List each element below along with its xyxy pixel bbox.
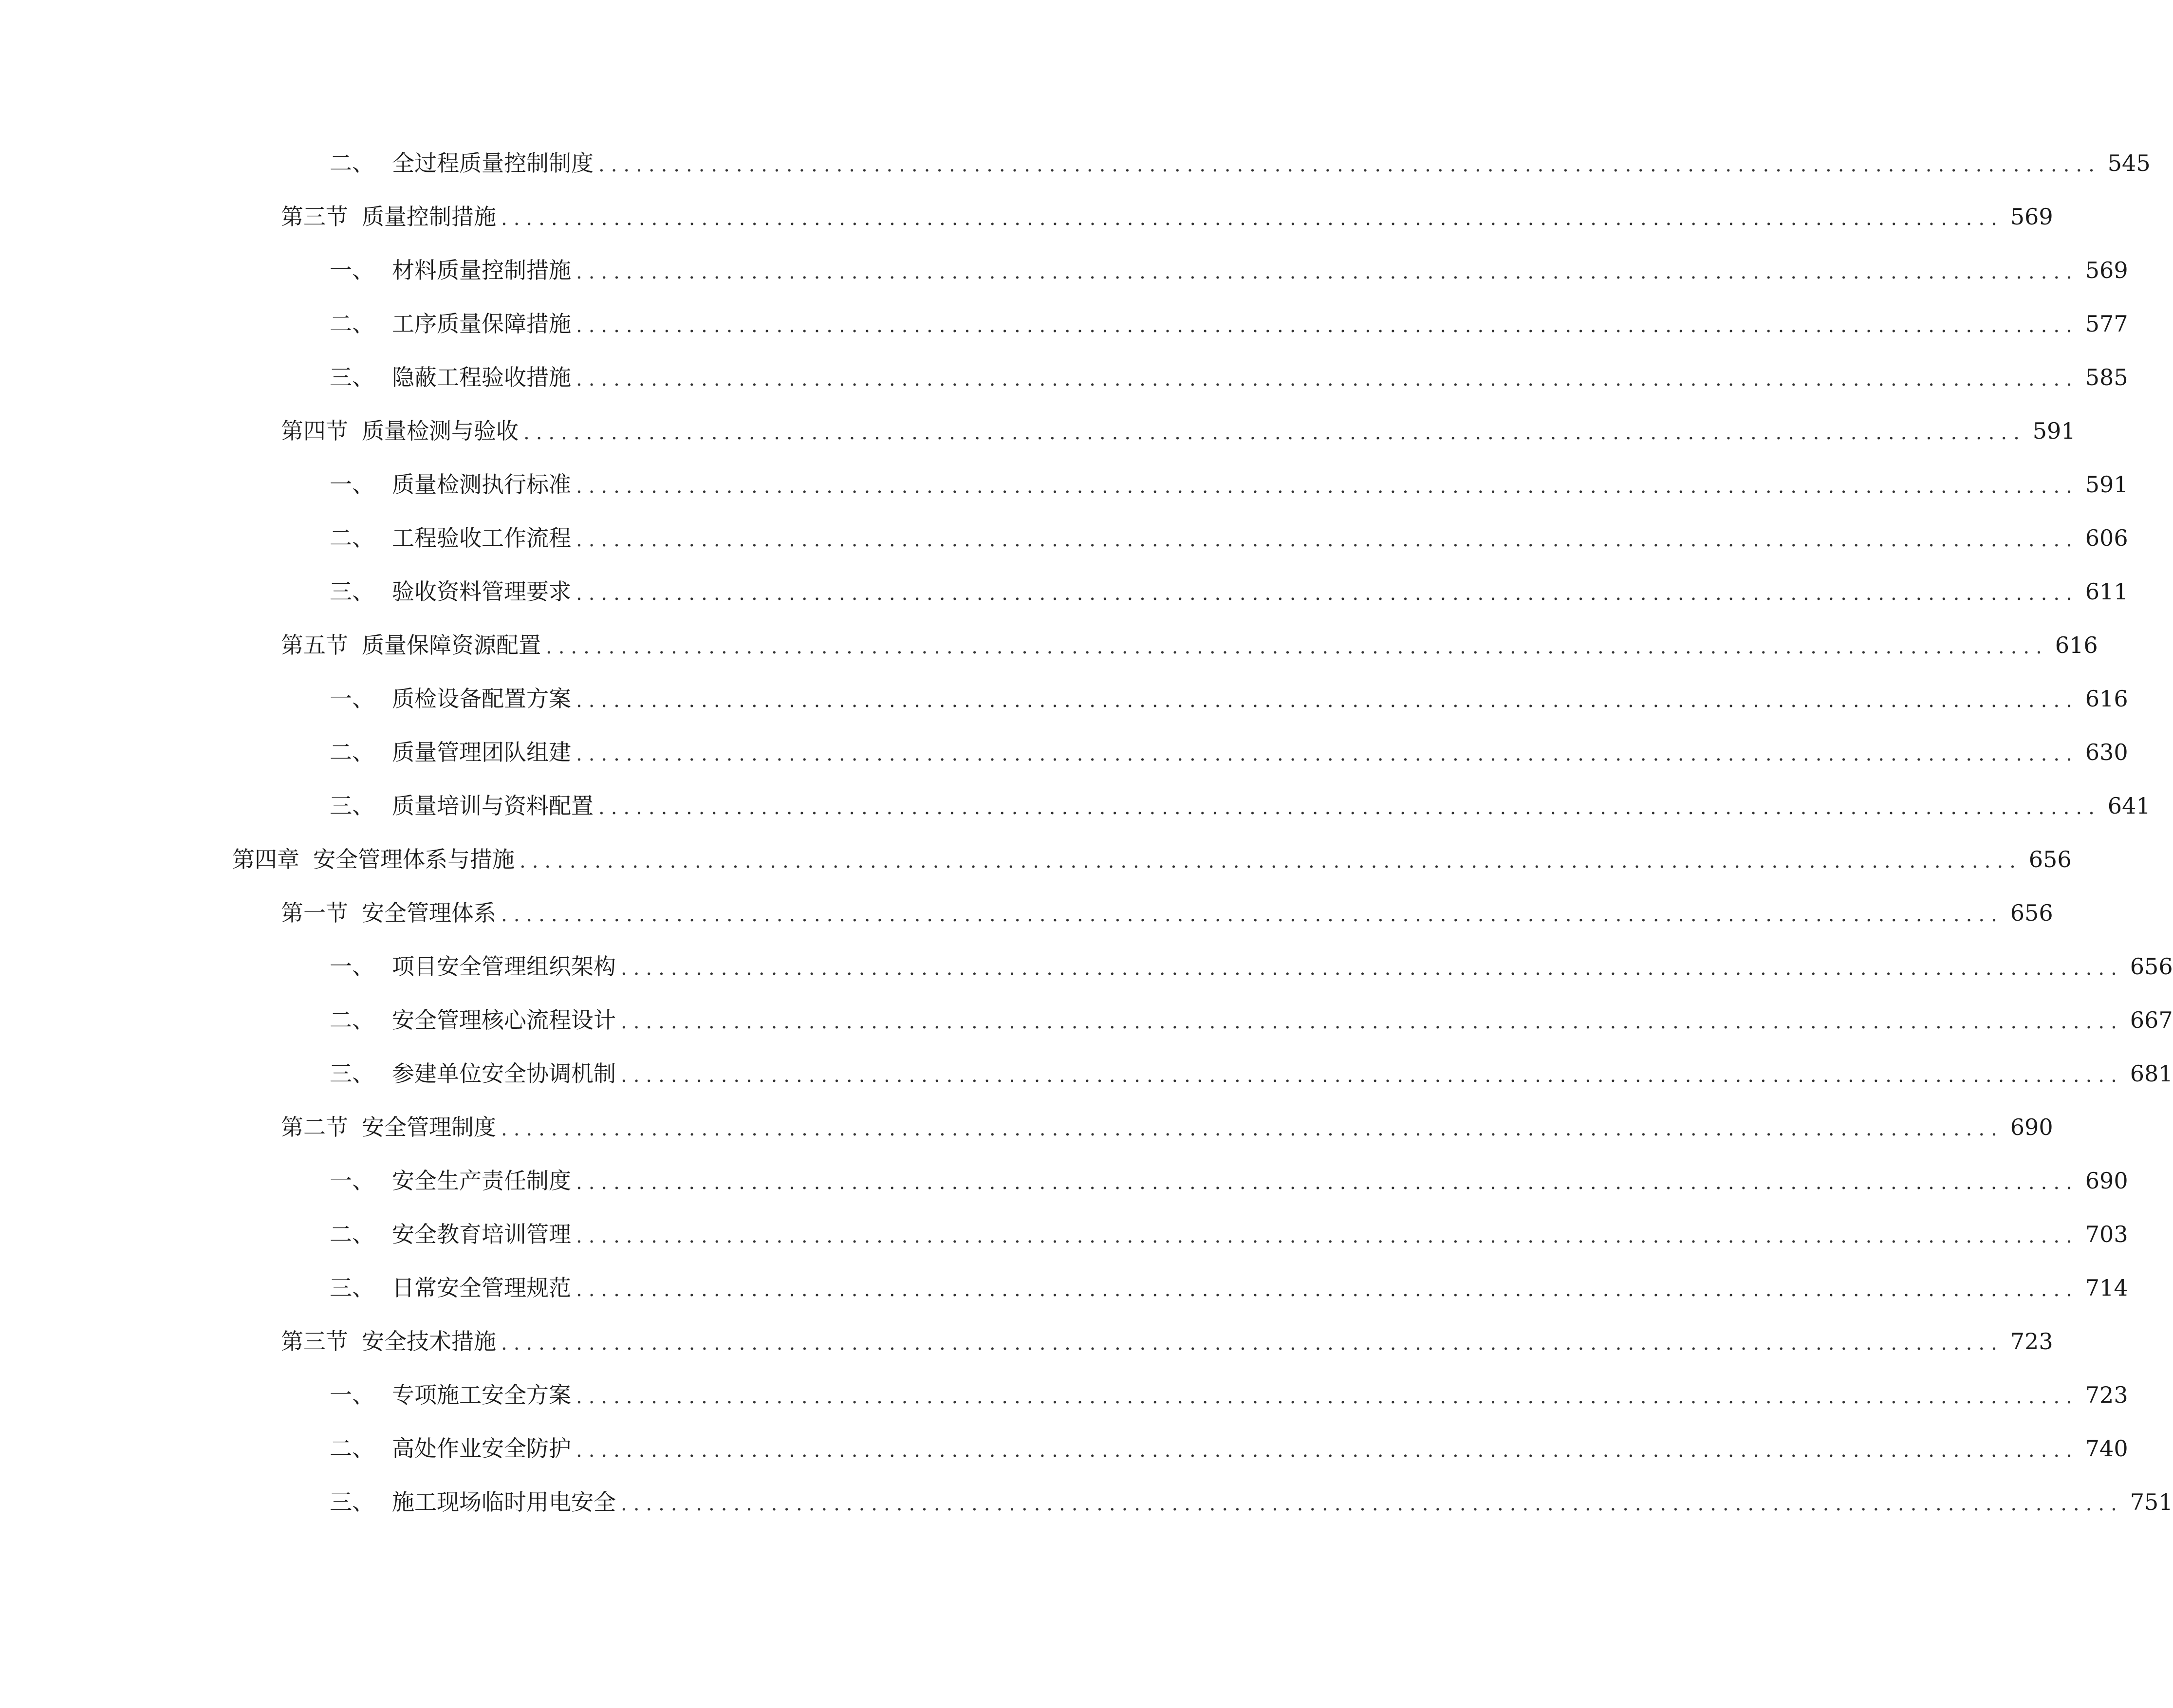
toc-entry-title: 质量检测与验收	[362, 418, 519, 444]
toc-dot-leader: ........................................................................................................................	[501, 1118, 2004, 1140]
toc-entry-page: 703	[2085, 1221, 2128, 1247]
toc-entry-number: 一、	[330, 1168, 374, 1194]
toc-entry[interactable]	[0, 840, 2072, 879]
toc-entry[interactable]	[0, 358, 2128, 397]
toc-entry-page: 577	[2085, 311, 2128, 337]
toc-entry-title: 全过程质量控制制度	[392, 150, 594, 176]
toc-entry-page: 569	[2010, 204, 2053, 230]
toc-entry-page: 545	[2107, 150, 2151, 176]
toc-entry[interactable]	[0, 197, 2053, 236]
toc-dot-leader: ........................................................................................................................	[621, 1011, 2123, 1033]
toc-dot-leader: ........................................................................................................................	[621, 1064, 2123, 1087]
toc-entry-title: 安全技术措施	[362, 1328, 496, 1355]
toc-entry[interactable]	[0, 1161, 2128, 1200]
toc-entry-title: 质检设备配置方案	[392, 686, 571, 712]
toc-entry-page: 723	[2010, 1328, 2053, 1355]
toc-entry-title: 质量检测执行标准	[392, 471, 571, 498]
toc-entry[interactable]	[0, 465, 2128, 504]
toc-dot-leader: ........................................................................................................................	[576, 1386, 2079, 1408]
toc-entry-title: 施工现场临时用电安全	[392, 1489, 616, 1515]
toc-entry-page: 667	[2130, 1007, 2173, 1033]
toc-entry[interactable]	[0, 626, 2098, 665]
toc-entry-title: 安全管理核心流程设计	[392, 1007, 616, 1033]
toc-entry-number: 三、	[330, 1489, 374, 1515]
toc-entry-number: 第四章	[232, 846, 299, 873]
toc-dot-leader: ........................................................................................................................	[576, 582, 2079, 605]
toc-entry-title: 安全生产责任制度	[392, 1168, 571, 1194]
toc-entry[interactable]	[0, 144, 2151, 183]
toc-entry-title: 质量保障资源配置	[362, 632, 541, 658]
toc-entry-number: 第二节	[281, 1114, 348, 1140]
toc-entry-title: 安全管理制度	[362, 1114, 496, 1140]
toc-entry-page: 690	[2085, 1168, 2128, 1194]
toc-dot-leader: ........................................................................................................................	[576, 1439, 2079, 1462]
toc-entry-page: 656	[2130, 953, 2173, 980]
toc-entry-number: 一、	[330, 257, 374, 283]
toc-entry[interactable]	[0, 251, 2128, 290]
toc-dot-leader: ........................................................................................................................	[621, 1493, 2123, 1515]
toc-entry[interactable]	[0, 304, 2128, 343]
toc-dot-leader: ........................................................................................................................	[576, 1225, 2079, 1247]
toc-entry-number: 一、	[330, 1382, 374, 1408]
toc-dot-leader: ........................................................................................................................	[523, 422, 2026, 444]
toc-entry-number: 第四节	[281, 418, 348, 444]
toc-entry-title: 安全管理体系与措施	[313, 846, 515, 873]
toc-dot-leader: ........................................................................................................................	[576, 1171, 2079, 1194]
toc-dot-leader: ........................................................................................................................	[576, 529, 2079, 551]
toc-entry-number: 一、	[330, 686, 374, 712]
toc-entry-number: 二、	[330, 1221, 374, 1247]
toc-dot-leader: ........................................................................................................................	[576, 475, 2079, 498]
toc-entry-number: 二、	[330, 525, 374, 551]
toc-entry-page: 585	[2085, 364, 2128, 390]
toc-entry-page: 690	[2010, 1114, 2053, 1140]
toc-entry-page: 630	[2085, 739, 2128, 765]
toc-entry-title: 日常安全管理规范	[392, 1275, 571, 1301]
toc-entry-page: 714	[2085, 1275, 2128, 1301]
toc-dot-leader: ........................................................................................................................	[598, 797, 2101, 819]
toc-entry[interactable]	[0, 1483, 2173, 1522]
toc-entry-number: 第三节	[281, 204, 348, 230]
toc-dot-leader: ........................................................................................................................	[576, 368, 2079, 390]
toc-entry-title: 隐蔽工程验收措施	[392, 364, 571, 390]
toc-entry-number: 二、	[330, 1007, 374, 1033]
toc-entry-page: 740	[2085, 1435, 2128, 1462]
toc-entry[interactable]	[0, 786, 2151, 825]
toc-dot-leader: ........................................................................................................................	[576, 261, 2079, 283]
toc-entry-number: 三、	[330, 1275, 374, 1301]
toc-entry-title: 参建单位安全协调机制	[392, 1060, 616, 1087]
toc-entry[interactable]	[0, 1375, 2128, 1414]
toc-dot-leader: ........................................................................................................................	[501, 1332, 2004, 1355]
toc-entry[interactable]	[0, 1268, 2128, 1307]
toc-entry-title: 专项施工安全方案	[392, 1382, 571, 1408]
toc-dot-leader: ........................................................................................................................	[501, 904, 2004, 926]
toc-dot-leader: ........................................................................................................................	[621, 957, 2123, 980]
toc-dot-leader: ........................................................................................................................	[576, 689, 2079, 712]
toc-entry[interactable]	[0, 1108, 2053, 1147]
toc-entry-page: 616	[2085, 686, 2128, 712]
toc-entry-page: 723	[2085, 1382, 2128, 1408]
toc-entry-title: 安全管理体系	[362, 900, 496, 926]
toc-entry-number: 第三节	[281, 1328, 348, 1355]
toc-entry-title: 验收资料管理要求	[392, 578, 571, 605]
toc-entry-page: 751	[2130, 1489, 2173, 1515]
toc-entry-page: 656	[2010, 900, 2053, 926]
toc-entry-page: 611	[2085, 578, 2128, 605]
toc-entry-title: 质量培训与资料配置	[392, 793, 594, 819]
toc-entry[interactable]	[0, 947, 2173, 986]
toc-entry-page: 616	[2055, 632, 2098, 658]
toc-entry-number: 三、	[330, 1060, 374, 1087]
toc-entry-number: 三、	[330, 364, 374, 390]
toc-dot-leader: ........................................................................................................................	[576, 743, 2079, 765]
toc-entry-page: 569	[2085, 257, 2128, 283]
toc-dot-leader: ........................................................................................................................	[576, 1279, 2079, 1301]
toc-entry-title: 高处作业安全防护	[392, 1435, 571, 1462]
toc-entry-page: 641	[2107, 793, 2151, 819]
toc-entry-title: 安全教育培训管理	[392, 1221, 571, 1247]
toc-entry-number: 第一节	[281, 900, 348, 926]
toc-dot-leader: ........................................................................................................................	[520, 850, 2022, 873]
toc-entry-number: 第五节	[281, 632, 348, 658]
toc-entry-number: 二、	[330, 311, 374, 337]
toc-entry[interactable]	[0, 1215, 2128, 1254]
toc-entry-title: 材料质量控制措施	[392, 257, 571, 283]
toc-entry-title: 质量控制措施	[362, 204, 496, 230]
toc-dot-leader: ........................................................................................................................	[576, 315, 2079, 337]
toc-entry-title: 项目安全管理组织架构	[392, 953, 616, 980]
toc-entry-page: 606	[2085, 525, 2128, 551]
toc-entry-number: 三、	[330, 793, 374, 819]
toc-entry-number: 三、	[330, 578, 374, 605]
toc-entry[interactable]	[0, 679, 2128, 718]
toc-entry-title: 工序质量保障措施	[392, 311, 571, 337]
toc-dot-leader: ........................................................................................................................	[501, 207, 2004, 230]
toc-entry[interactable]	[0, 572, 2128, 611]
toc-entry-title: 质量管理团队组建	[392, 739, 571, 765]
toc-entry[interactable]	[0, 1429, 2128, 1468]
toc-entry-number: 一、	[330, 471, 374, 498]
toc-entry[interactable]	[0, 1054, 2173, 1093]
toc-entry[interactable]	[0, 893, 2053, 932]
toc-entry[interactable]	[0, 1322, 2053, 1361]
toc-entry-number: 二、	[330, 150, 374, 176]
toc-entry-page: 681	[2130, 1060, 2173, 1087]
toc-entry-page: 656	[2028, 846, 2072, 873]
toc-entry[interactable]	[0, 411, 2076, 450]
toc-entry-page: 591	[2032, 418, 2076, 444]
toc-entry[interactable]	[0, 519, 2128, 557]
toc-dot-leader: ........................................................................................................................	[598, 154, 2101, 176]
toc-entry-number: 二、	[330, 1435, 374, 1462]
toc-entry-page: 591	[2085, 471, 2128, 498]
toc-dot-leader: ........................................................................................................................	[546, 636, 2048, 658]
toc-entry-number: 二、	[330, 739, 374, 765]
toc-entry-title: 工程验收工作流程	[392, 525, 571, 551]
toc-entry[interactable]	[0, 1001, 2173, 1040]
toc-entry-number: 一、	[330, 953, 374, 980]
toc-entry[interactable]	[0, 733, 2128, 772]
